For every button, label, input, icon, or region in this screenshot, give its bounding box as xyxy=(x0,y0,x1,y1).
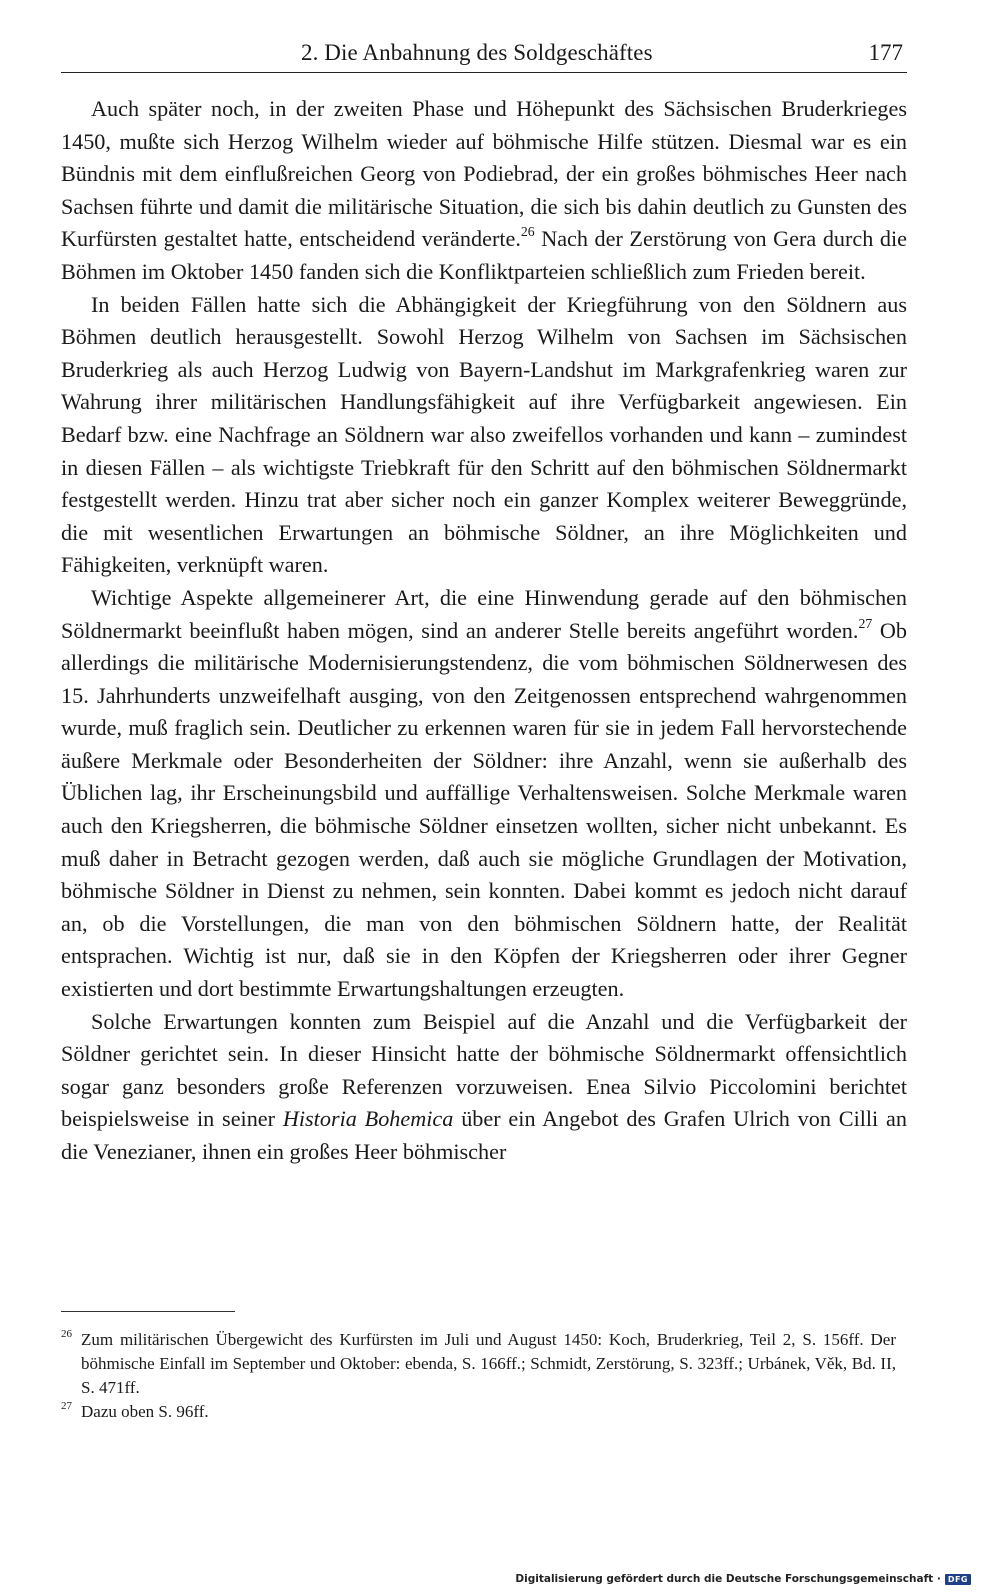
digitization-credit-text: Digitalisierung gefördert durch die Deutsche Forschungsgemeinschaft · xyxy=(515,1573,941,1585)
footnote-text: Dazu oben S. 96ff. xyxy=(81,1402,209,1421)
paragraph-4-text-a: Solche Erwartungen konnten zum Beispiel auf die Anzahl und die Verfügbarkeit der Söldner gerichtet sein. In dieser Hinsicht hatte der böhmische Söldnermarkt offensichtlich sogar ganz besonders große Referenzen vorzuweisen. Enea Silvio Piccolomini berichtet beispielsweise in seiner xyxy=(61,1008,907,1132)
book-title-italic: Historia Bohemica xyxy=(282,1106,454,1132)
page-number: 177 xyxy=(868,40,903,65)
footnote-26 xyxy=(61,1328,896,1400)
main-text xyxy=(61,93,907,1169)
footnote-mark: 27 xyxy=(61,1400,72,1412)
footnotes xyxy=(61,1328,896,1424)
dfg-logo-icon: DFG xyxy=(945,1574,971,1585)
paragraph-3 xyxy=(61,582,907,1006)
paragraph-2: In beiden Fällen hatte sich die Abhängigkeit der Kriegführung von den Söldnern aus Böhmen deutlich herausgestellt. Sowohl Herzog Wilhelm von Sachsen im Sächsischen Bruderkrieg als auch Herzog Ludwig von Bayern-Landshut im Markgrafenkrieg waren zur Wahrung ihrer militärischen Handlungsfähigkeit auf ihre Verfügbarkeit angewiesen. Ein Bedarf bzw. eine Nachfrage an Söldnern war also zweifellos vorhanden und kann – zumindest in diesen Fällen – als wichtigste Triebkraft für den Schritt auf den böhmischen Söldnermarkt festgestellt werden. Hinzu trat aber sicher noch ein ganzer Komplex weiterer Beweggründe, die mit wesentlichen Erwartungen an böhmische Söldner, an ihre Möglichkeiten und Fähigkeiten, verknüpft waren. xyxy=(61,291,907,578)
running-title: 2. Die Anbahnung des Soldgeschäftes xyxy=(301,40,653,65)
footnote-text: Zum militärischen Übergewicht des Kurfürsten im Juli und August 1450: Koch, Bruderkrieg, Teil 2, S. 156ff. Der böhmische Einfall im September und Oktober: ebenda, S. 166ff.; Schmidt, Zerstörung, S. 323ff.; Urbánek, Věk, Bd. II, S. 471ff. xyxy=(81,1330,896,1397)
paragraph-3-text-b: Ob allerdings die militärische Modernisierungstendenz, die vom böhmischen Söldnerwesen des 15. Jahrhunderts unzweifelhaft ausging, von den Zeitgenossen entsprechend wahrgenommen wurde, muß fraglich sein. Deutlicher zu erkennen waren für sie in jedem Fall hervorstechende äußere Merkmale oder Besonderheiten der Söldner: ihre Anzahl, wenn sie außerhalb des Üblichen lag, ihr Erscheinungsbild und auffällige Verhaltensweisen. Solche Merkmale waren auch den Kriegsherren, die böhmische Söldner einsetzen wollten, sicher nicht unbekannt. Es muß daher in Betracht gezogen werden, daß auch sie mögliche Grundlagen der Motivation, böhmische Söldner in Dienst zu nehmen, sein konnten. Dabei kommt es jedoch nicht darauf an, ob die Vorstellungen, die man von den böhmischen Söldnern hatte, der Realität entsprachen. Wichtig ist nur, daß sie in den Köpfen der Kriegsherren oder ihrer Gegner existierten und dort bestimmte Erwartungshaltungen erzeugten. xyxy=(61,617,907,1002)
running-header xyxy=(61,36,907,73)
paragraph-1-text-b: Nach der Zerstörung von Gera durch die Böhmen im Oktober 1450 fanden sich die Konfliktparteien schließlich zum Frieden bereit. xyxy=(61,226,907,284)
paragraph-4-text-b: über ein Angebot des Grafen Ulrich von Cilli an die Venezianer, ihnen ein großes Heer böhmischer xyxy=(61,1106,907,1164)
paragraph-1-text-a: Auch später noch, in der zweiten Phase und Höhepunkt des Sächsischen Bruderkrieges 1450, mußte sich Herzog Wilhelm wieder auf böhmische Hilfe stützen. Diesmal war es ein Bündnis mit dem einflußreichen Georg von Podiebrad, der ein großes böhmisches Heer nach Sachsen führte und damit die militärische Situation, die sich bis dahin deutlich zu Gunsten des Kurfürsten gestaltet hatte, entscheidend veränderte. xyxy=(61,96,907,252)
digitization-credit xyxy=(515,1573,971,1585)
footnote-27 xyxy=(61,1400,896,1424)
paragraph-3-text-a: Wichtige Aspekte allgemeinerer Art, die eine Hinwendung gerade auf den böhmischen Söldnermarkt beeinflußt haben mögen, sind an anderer Stelle bereits angeführt worden. xyxy=(61,584,907,643)
footnote-ref-27[interactable]: 27 xyxy=(858,615,873,631)
footnote-mark: 26 xyxy=(61,1328,72,1340)
paragraph-4 xyxy=(61,1006,907,1169)
footnote-ref-26[interactable]: 26 xyxy=(520,224,535,240)
paragraph-1 xyxy=(61,93,907,289)
footnote-separator xyxy=(61,1311,235,1312)
